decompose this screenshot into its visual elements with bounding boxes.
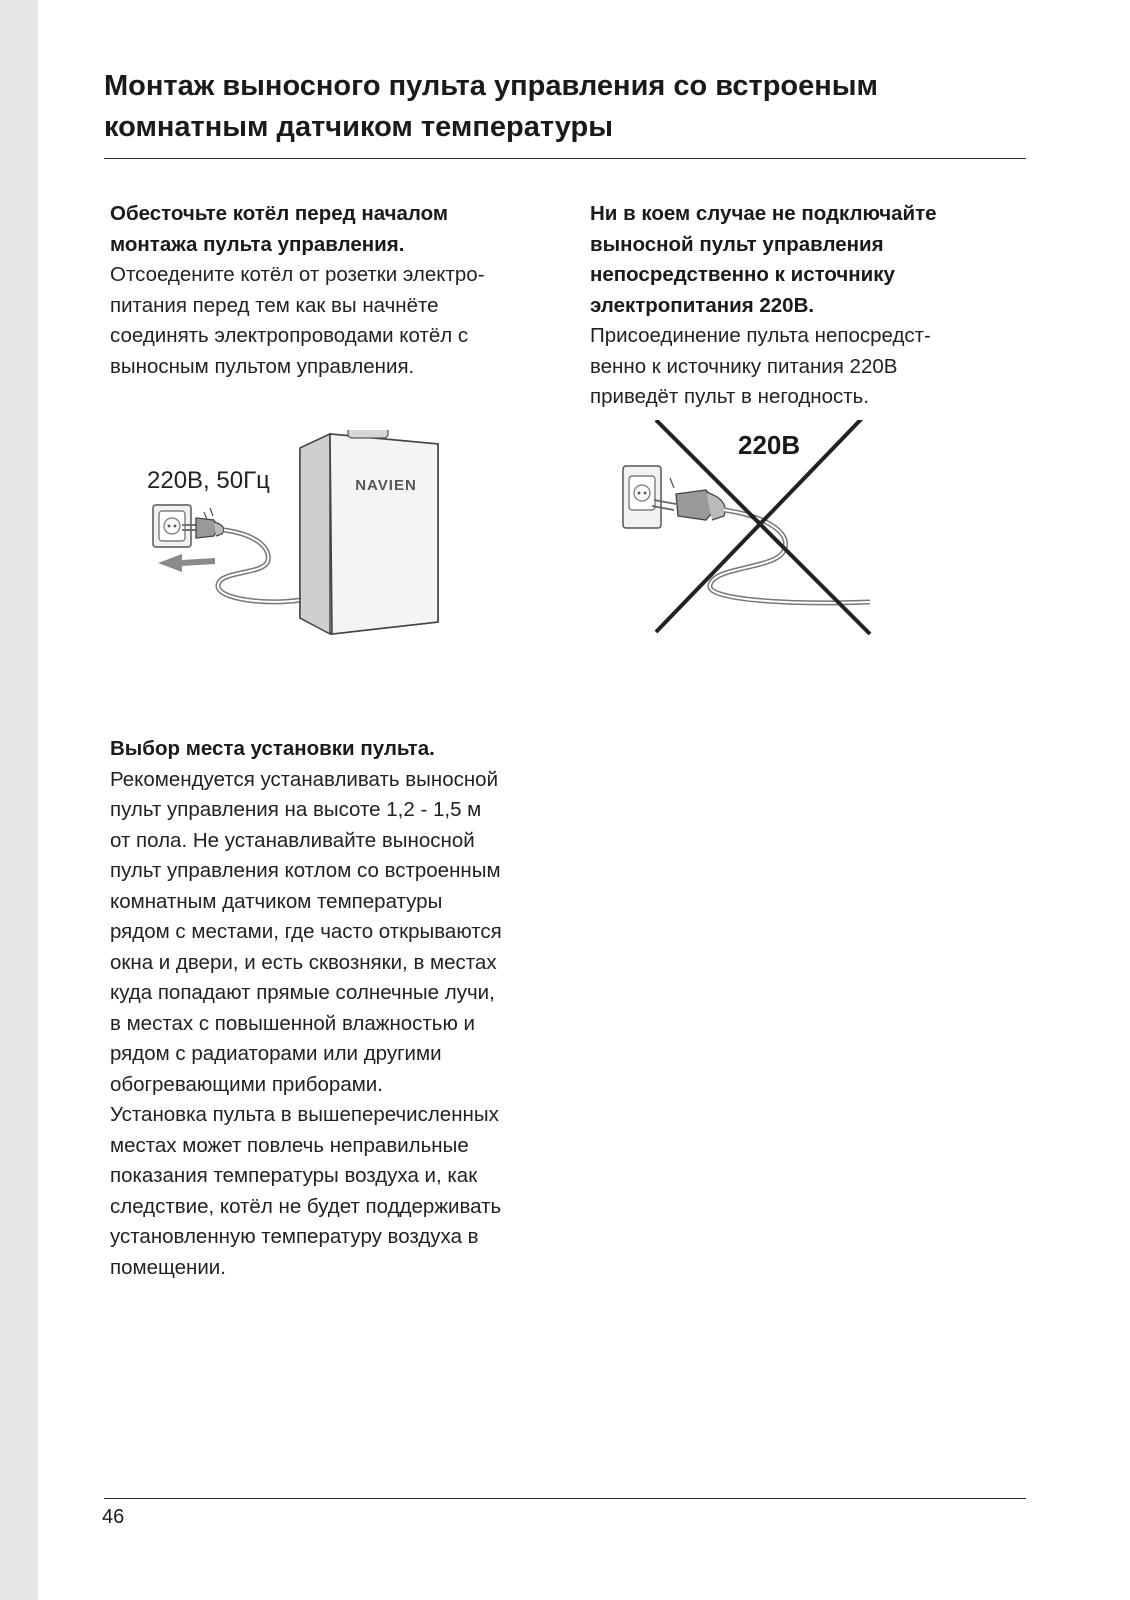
wall-socket-icon	[623, 466, 661, 528]
power-off-section	[110, 199, 505, 382]
wall-socket-icon	[153, 505, 191, 547]
page-margin-strip	[0, 0, 38, 1600]
warning-heading: Ни в коем случае не подключайте выносной пульт управления непосредственно к источнику электропитания 220В.	[590, 202, 937, 317]
page-number: 46	[102, 1506, 125, 1528]
power-off-heading: Обесточьте котёл перед началом монтажа пульта управления.	[110, 202, 449, 256]
warning-body: Присоединение пульта непосредст-венно к источнику питания 220В приведёт пульт в негодность.	[590, 324, 931, 408]
plug-icon	[652, 490, 725, 520]
power-off-body: Отсоедените котёл от розетки электро-питания перед тем как вы начнёте соединять электропроводами котёл с выносным пультом управления.	[110, 263, 485, 378]
arrow-left-icon	[158, 554, 215, 572]
title-divider	[104, 158, 1026, 159]
footer-divider	[104, 1498, 1026, 1499]
placement-heading: Выбор места установки пульта.	[110, 737, 435, 760]
boiler-icon	[300, 430, 438, 634]
placement-section	[110, 734, 505, 1283]
page-title: Монтаж выносного пульта управления со встроеным комнатным датчиком температуры	[104, 70, 879, 143]
placement-body-2: Установка пульта в вышеперечисленных местах может повлечь неправильные показания температуры воздуха и, как следствие, котёл не будет поддерживать установленную температуру воздуха в помещении.	[110, 1103, 502, 1279]
brand-logo: NAVIEN	[355, 477, 417, 494]
direct-connection-forbidden-illustration	[620, 420, 900, 650]
voltage-label: 220В, 50Гц	[147, 467, 270, 494]
placement-body: Рекомендуется устанавливать выносной пульт управления на высоте 1,2 - 1,5 м от пола. Не устанавливайте выносной пульт управления котлом со встроенным комнатным датчиком температуры рядом с местами, где часто открываются окна и двери, и есть сквозняки, в местах куда попадают прямые солнечные лучи, в местах с повышенной влажностью и рядом с радиаторами или другими обогревающими приборами.	[110, 767, 502, 1096]
voltage-warning-label: 220В	[738, 430, 801, 460]
warning-section	[590, 199, 985, 413]
unplug-boiler-illustration	[150, 430, 470, 650]
